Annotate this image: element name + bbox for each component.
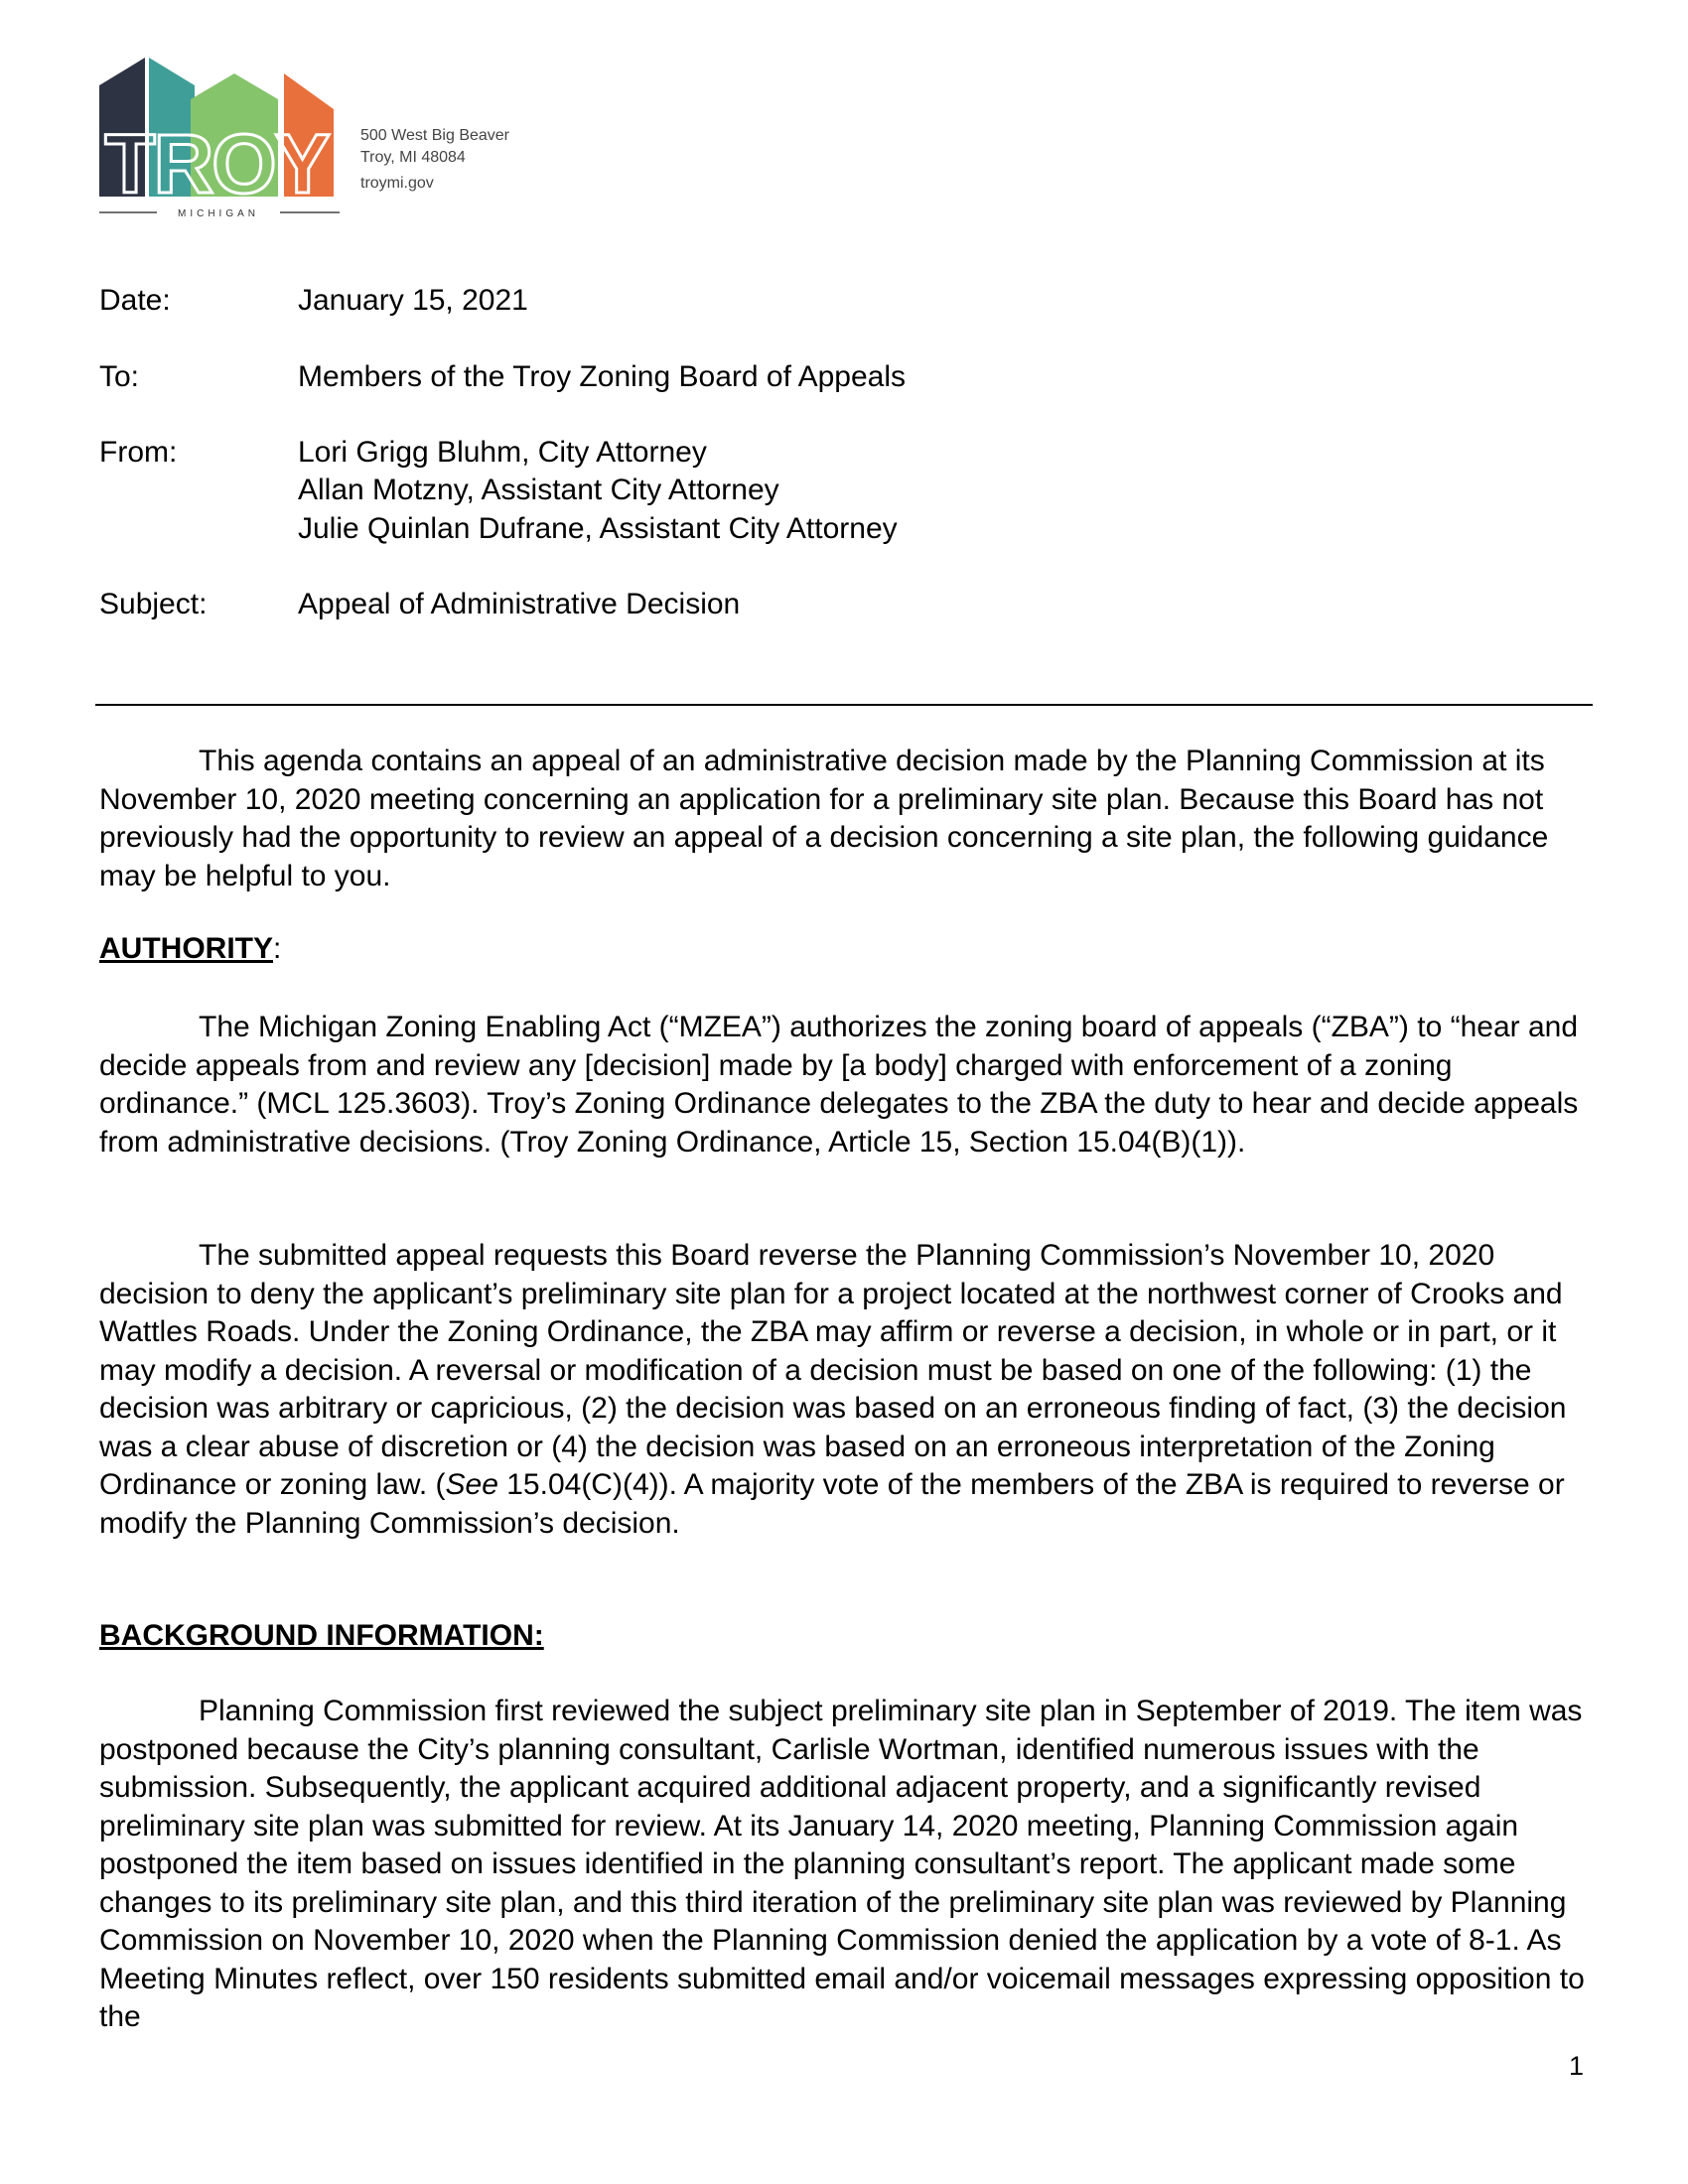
website-link[interactable]: troymi.gov (360, 175, 434, 192)
background-heading (99, 1617, 544, 1655)
authority-paragraph-2 (99, 1237, 1594, 1543)
authority-paragraph-1: The Michigan Zoning Enabling Act (“MZEA”) authorizes the zoning board of appeals (“ZBA”) to “hear and decide appeals from and review any [decision] made by [a body] charged with enforcement of a zoning ordinance.” (MCL 125.3603). Troy’s Zoning Ordinance delegates to the ZBA the duty to hear and decide appeals from administrative decisions. (Troy Zoning Ordinance, Article 15, Section 15.04(B)(1)). (99, 1011, 1579, 1159)
to-value: Members of the Troy Zoning Board of Appeals (298, 360, 906, 393)
logo-subtext: MICHIGAN (178, 208, 259, 219)
from-line-2: Allan Motzny, Assistant City Attorney (298, 474, 779, 506)
background-paragraph-1: Planning Commission first reviewed the subject preliminary site plan in September of 2019. The item was postponed because the City’s planning consultant, Carlisle Wortman, identified numerous issues with the submission. Subsequently, the applicant acquired additional adjacent property, and a significantly revised preliminary site plan was submitted for review. At its January 14, 2020 meeting, Planning Commission again postponed the item based on issues identified in the planning consultant’s report. The applicant made some changes to its preliminary site plan, and this third iteration of the preliminary site plan was reviewed by Planning Commission on November 10, 2020 when the Planning Commission denied the application by a vote of 8-1. As Meeting Minutes reflect, over 150 residents submitted email and/or voicemail messages expressing opposition to the (99, 1695, 1585, 2033)
from-line-1: Lori Grigg Bluhm, City Attorney (298, 436, 707, 469)
date-label: Date: (99, 284, 171, 317)
authority-heading-text: AUTHORITY (99, 932, 273, 965)
date-value: January 15, 2021 (298, 284, 528, 317)
subject-value: Appeal of Administrative Decision (298, 588, 741, 620)
authority-p2-text: The submitted appeal requests this Board reverse the Planning Commission’s November 10, 2020 decision to deny the applicant’s preliminary site plan for a project located at the northwest corner of Crooks and Wattles Roads. Under the Zoning Ordinance, the ZBA may affirm or reverse a decision, in whole or in part, or it may modify a decision. A reversal or modification of a decision must be based on one of the following: (1) the decision was arbitrary or capricious, (2) the decision was based on an erroneous finding of fact, (3) the decision was a clear abuse of discretion or (4) the decision was based on an erroneous interpretation of the Zoning Ordinance or zoning law. ( (99, 1239, 1567, 1501)
authority-heading-colon: : (273, 932, 282, 965)
intro-paragraph: This agenda contains an appeal of an administrative decision made by the Planning Commission at its November 10, 2020 meeting concerning an application for a preliminary site plan. Because this Board has not previously had the opportunity to review an appeal of a decision concerning a site plan, the following guidance may be helpful to you. (99, 745, 1549, 892)
troy-logo (95, 54, 344, 220)
to-label: To: (99, 360, 140, 393)
from-line-3: Julie Quinlan Dufrane, Assistant City Attorney (298, 512, 898, 545)
address-line-1: 500 West Big Beaver (360, 127, 510, 144)
logo-wordmark: TROY (104, 117, 329, 210)
page-number: 1 (1569, 2051, 1585, 2081)
from-label: From: (99, 436, 178, 469)
subject-label: Subject: (99, 588, 208, 620)
address-line-2: Troy, MI 48084 (360, 149, 466, 166)
authority-heading (99, 930, 281, 968)
authority-p2-tail: 15.04(C)(4)). A majority vote of the members of the ZBA is required to reverse or modify the Planning Commission’s decision. (99, 1468, 1565, 1540)
background-heading-text: BACKGROUND INFORMATION: (99, 1619, 544, 1652)
see-signal: See (445, 1468, 498, 1501)
header-divider (95, 704, 1593, 706)
